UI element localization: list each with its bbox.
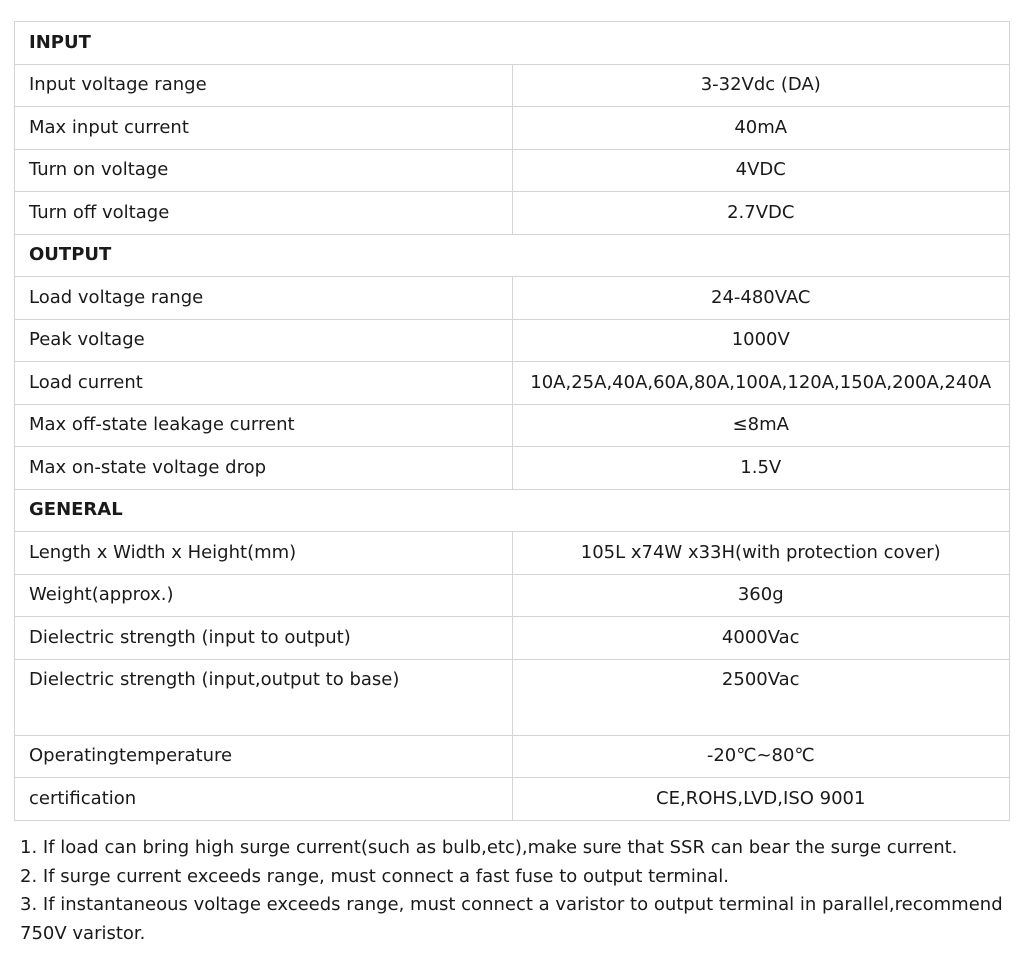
row-value-dielectric-io: 4000Vac [512,617,1010,660]
section-row-input [15,22,1010,65]
table-row [15,778,1010,821]
row-label-certification: certification [15,778,513,821]
section-heading-input: INPUT [15,22,1010,65]
table-row [15,107,1010,150]
row-value-turn-off-voltage: 2.7VDC [512,192,1010,235]
row-value-load-voltage-range: 24-480VAC [512,277,1010,320]
note-item-1: 1. If load can bring high surge current(such as bulb,etc),make sure that SSR can bear the surge current. [20,837,958,858]
table-row [15,319,1010,362]
table-row [15,659,1010,735]
table-row [15,532,1010,575]
notes-list [20,834,1010,948]
row-value-certification: CE,ROHS,LVD,ISO 9001 [512,778,1010,821]
row-value-turn-on-voltage: 4VDC [512,149,1010,192]
section-row-general [15,489,1010,532]
row-value-peak-voltage: 1000V [512,319,1010,362]
row-label-turn-off-voltage: Turn off voltage [15,192,513,235]
row-value-dielectric-base: 2500Vac [512,659,1010,735]
spec-table [14,21,1010,821]
row-label-dimensions: Length x Width x Height(mm) [15,532,513,575]
row-value-dimensions: 105L x74W x33H(with protection cover) [512,532,1010,575]
row-value-weight: 360g [512,574,1010,617]
section-heading-general: GENERAL [15,489,1010,532]
row-label-peak-voltage: Peak voltage [15,319,513,362]
row-label-max-offstate-leakage: Max off-state leakage current [15,404,513,447]
row-label-dielectric-base: Dielectric strength (input,output to base) [15,659,513,735]
row-label-load-current: Load current [15,362,513,405]
row-value-max-input-current: 40mA [512,107,1010,150]
row-value-operating-temperature: -20℃~80℃ [512,735,1010,778]
row-label-input-voltage-range: Input voltage range [15,64,513,107]
table-row [15,574,1010,617]
table-row [15,277,1010,320]
note-item-2: 2. If surge current exceeds range, must connect a fast fuse to output terminal. [20,865,730,887]
table-row [15,192,1010,235]
table-row [15,735,1010,778]
row-label-operating-temperature: Operatingtemperature [15,735,513,778]
table-row [15,149,1010,192]
note-item-3: 3. If instantaneous voltage exceeds range, must connect a varistor to output terminal in parallel,recommend 750V varistor. [20,894,1003,944]
row-label-max-input-current: Max input current [15,107,513,150]
table-row [15,362,1010,405]
row-value-max-onstate-drop: 1.5V [512,447,1010,490]
table-row [15,64,1010,107]
row-value-load-current: 10A,25A,40A,60A,80A,100A,120A,150A,200A,240A [512,362,1010,405]
row-label-turn-on-voltage: Turn on voltage [15,149,513,192]
table-row [15,447,1010,490]
row-value-input-voltage-range: 3-32Vdc (DA) [512,64,1010,107]
row-value-max-offstate-leakage: ≤8mA [512,404,1010,447]
row-label-load-voltage-range: Load voltage range [15,277,513,320]
row-label-dielectric-io: Dielectric strength (input to output) [15,617,513,660]
section-heading-output: OUTPUT [15,234,1010,277]
table-row [15,617,1010,660]
row-label-max-onstate-drop: Max on-state voltage drop [15,447,513,490]
section-row-output [15,234,1010,277]
table-row [15,404,1010,447]
row-label-weight: Weight(approx.) [15,574,513,617]
